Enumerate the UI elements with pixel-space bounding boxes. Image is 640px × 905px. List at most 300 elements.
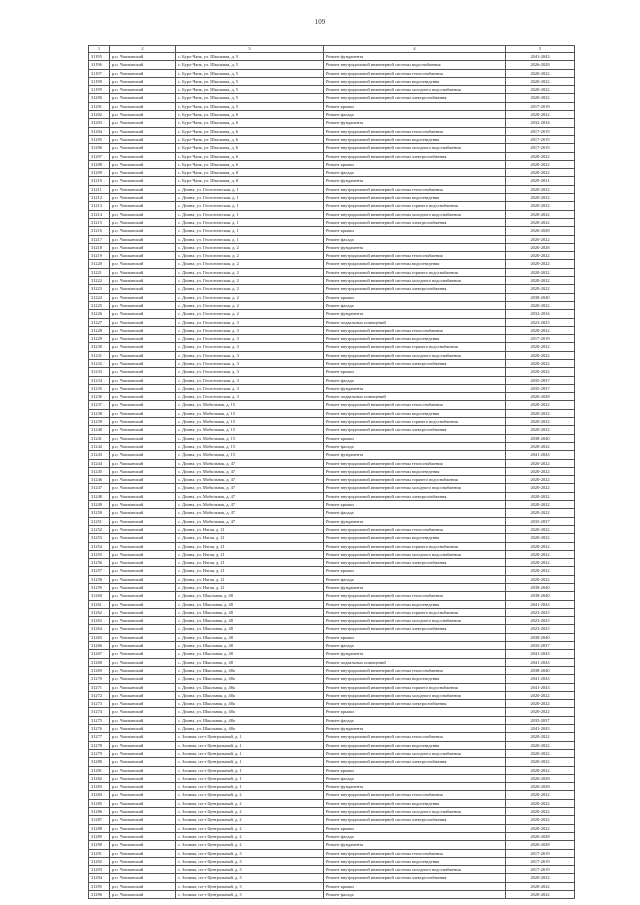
table-row bbox=[89, 492, 575, 500]
table-row bbox=[89, 866, 575, 874]
row-id: 31265 bbox=[89, 633, 110, 641]
row-id: 31254 bbox=[89, 542, 110, 550]
period-cell: 2026-2028 bbox=[506, 841, 575, 849]
period-cell: 2020-2022 bbox=[506, 401, 575, 409]
municipality-cell: р.п. Чаплынский bbox=[110, 293, 176, 301]
period-cell: 2020-2022 bbox=[506, 824, 575, 832]
row-id: 31202 bbox=[89, 111, 110, 119]
table-row bbox=[89, 218, 575, 226]
row-id: 31242 bbox=[89, 442, 110, 450]
work-type-cell: Ремонт фундамента bbox=[324, 53, 506, 61]
column-number: 3 bbox=[176, 46, 324, 53]
work-type-cell: Ремонт внутридомовой инженерной системы теплоснабжения bbox=[324, 185, 506, 193]
table-row bbox=[89, 658, 575, 666]
work-type-cell: Ремонт внутридомовой инженерной системы холодного водоснабжения bbox=[324, 86, 506, 94]
municipality-cell: р.п. Чаплынский bbox=[110, 459, 176, 467]
work-type-cell: Ремонт фасада bbox=[324, 575, 506, 583]
work-type-cell: Ремонт фасада bbox=[324, 642, 506, 650]
address-cell: с. Домна, ул. Нагая, д. 21 bbox=[176, 567, 324, 575]
period-cell: 2020-2022 bbox=[506, 111, 575, 119]
address-cell: с. Домна, ул. Школьная, д. 48 bbox=[176, 658, 324, 666]
period-cell: 2020-2022 bbox=[506, 459, 575, 467]
row-id: 31232 bbox=[89, 359, 110, 367]
address-cell: с. Зоомма, пл-т Центральный, д. 3 bbox=[176, 874, 324, 882]
row-id: 31250 bbox=[89, 509, 110, 517]
address-cell: с. Зоомма, пл-т Центральный, д. 3 bbox=[176, 890, 324, 898]
address-cell: с. Домна, ул. Геологическая, д. 2 bbox=[176, 268, 324, 276]
municipality-cell: р.п. Чаплынский bbox=[110, 277, 176, 285]
municipality-cell: р.п. Чаплынский bbox=[110, 243, 176, 251]
period-cell: 2020-2022 bbox=[506, 368, 575, 376]
municipality-cell: р.п. Чаплынский bbox=[110, 808, 176, 816]
period-cell: 2023-2025 bbox=[506, 318, 575, 326]
address-cell: с. Домна, ул. Геологическая, д. 1 bbox=[176, 194, 324, 202]
table-row bbox=[89, 69, 575, 77]
work-type-cell: Ремонт фасада bbox=[324, 442, 506, 450]
row-id: 31195 bbox=[89, 53, 110, 61]
table-row bbox=[89, 293, 575, 301]
period-cell: 2020-2022 bbox=[506, 567, 575, 575]
table-row bbox=[89, 584, 575, 592]
address-cell: с. Бурл-Чань, ул. Школьная, д. 5 bbox=[176, 86, 324, 94]
table-row bbox=[89, 849, 575, 857]
row-id: 31296 bbox=[89, 890, 110, 898]
row-id: 31272 bbox=[89, 691, 110, 699]
period-cell: 2020-2022 bbox=[506, 525, 575, 533]
period-cell: 2020-2022 bbox=[506, 426, 575, 434]
work-type-cell: Ремонт внутридомовой инженерной системы холодного водоснабжения bbox=[324, 210, 506, 218]
table-row bbox=[89, 559, 575, 567]
work-type-cell: Ремонт крыши bbox=[324, 708, 506, 716]
table-row bbox=[89, 791, 575, 799]
address-cell: с. Домна, ул. Мобильная, д. 15 bbox=[176, 442, 324, 450]
period-cell: 2020-2022 bbox=[506, 277, 575, 285]
row-id: 31256 bbox=[89, 559, 110, 567]
period-cell: 2020-2022 bbox=[506, 467, 575, 475]
municipality-cell: р.п. Чаплынский bbox=[110, 86, 176, 94]
address-cell: с. Домна, ул. Геологическая, д. 1 bbox=[176, 185, 324, 193]
table-row bbox=[89, 766, 575, 774]
municipality-cell: р.п. Чаплынский bbox=[110, 135, 176, 143]
address-cell: с. Домна, ул. Нагая, д. 21 bbox=[176, 559, 324, 567]
address-cell: с. Домна, ул. Школьная, д. 48а bbox=[176, 708, 324, 716]
period-cell: 2017-2019 bbox=[506, 127, 575, 135]
table-row bbox=[89, 882, 575, 890]
municipality-cell: р.п. Чаплынский bbox=[110, 542, 176, 550]
table-row bbox=[89, 467, 575, 475]
work-type-cell: Ремонт внутридомовой инженерной системы холодного водоснабжения bbox=[324, 749, 506, 757]
address-cell: с. Домна, ул. Школьная, д. 48 bbox=[176, 600, 324, 608]
table-row bbox=[89, 600, 575, 608]
table-row bbox=[89, 857, 575, 865]
table-row bbox=[89, 202, 575, 210]
table-row bbox=[89, 210, 575, 218]
table-row bbox=[89, 841, 575, 849]
municipality-cell: р.п. Чаплынский bbox=[110, 335, 176, 343]
table-row bbox=[89, 194, 575, 202]
period-cell: 2020-2022 bbox=[506, 202, 575, 210]
table-row bbox=[89, 94, 575, 102]
address-cell: с. Домна, ул. Школьная, д. 48 bbox=[176, 625, 324, 633]
address-cell: с. Зоомма, пл-т Центральный, д. 3 bbox=[176, 882, 324, 890]
work-type-cell: Ремонт внутридомовой инженерной системы холодного водоснабжения bbox=[324, 351, 506, 359]
table-row bbox=[89, 733, 575, 741]
row-id: 31264 bbox=[89, 625, 110, 633]
address-cell: с. Домна, ул. Геологическая, д. 2 bbox=[176, 252, 324, 260]
table-row bbox=[89, 111, 575, 119]
row-id: 31196 bbox=[89, 61, 110, 69]
municipality-cell: р.п. Чаплынский bbox=[110, 194, 176, 202]
municipality-cell: р.п. Чаплынский bbox=[110, 592, 176, 600]
work-type-cell: Ремонт внутридомовой инженерной системы холодного водоснабжения bbox=[324, 866, 506, 874]
work-type-cell: Ремонт внутридомовой инженерной системы водоотведения bbox=[324, 194, 506, 202]
table-row bbox=[89, 608, 575, 616]
period-cell: 2020-2022 bbox=[506, 185, 575, 193]
period-cell: 2020-2022 bbox=[506, 94, 575, 102]
municipality-cell: р.п. Чаплынский bbox=[110, 749, 176, 757]
municipality-cell: р.п. Чаплынский bbox=[110, 69, 176, 77]
municipality-cell: р.п. Чаплынский bbox=[110, 625, 176, 633]
table-row bbox=[89, 816, 575, 824]
row-id: 31245 bbox=[89, 467, 110, 475]
row-id: 31262 bbox=[89, 608, 110, 616]
address-cell: с. Домна, ул. Геологическая, д. 3 bbox=[176, 351, 324, 359]
table-row bbox=[89, 169, 575, 177]
work-type-cell: Ремонт крыши bbox=[324, 501, 506, 509]
table-row bbox=[89, 774, 575, 782]
address-cell: с. Бурл-Чань, ул. Школьная, д. 5 bbox=[176, 69, 324, 77]
municipality-cell: р.п. Чаплынский bbox=[110, 666, 176, 674]
municipality-cell: р.п. Чаплынский bbox=[110, 774, 176, 782]
row-id: 31249 bbox=[89, 501, 110, 509]
address-cell: с. Зоомма, пл-т Центральный, д. 3 bbox=[176, 866, 324, 874]
row-id: 31291 bbox=[89, 849, 110, 857]
address-cell: с. Бурл-Чань, ул. Школьная, д. 8 bbox=[176, 169, 324, 177]
address-cell: с. Бурл-Чань, ул. Школьная, д. 6 bbox=[176, 119, 324, 127]
address-cell: с. Домна, ул. Геологическая, д. 1 bbox=[176, 210, 324, 218]
period-cell: 2020-2022 bbox=[506, 550, 575, 558]
work-type-cell: Ремонт внутридомовой инженерной системы холодного водоснабжения bbox=[324, 691, 506, 699]
row-id: 31270 bbox=[89, 675, 110, 683]
address-cell: с. Домна, ул. Нагая, д. 21 bbox=[176, 550, 324, 558]
address-cell: с. Домна, ул. Геологическая, д. 2 bbox=[176, 243, 324, 251]
period-cell: 2020-2022 bbox=[506, 741, 575, 749]
municipality-cell: р.п. Чаплынский bbox=[110, 310, 176, 318]
period-cell: 2020-2022 bbox=[506, 86, 575, 94]
address-cell: с. Зоомма, пл-т Центральный, д. 2 bbox=[176, 832, 324, 840]
work-type-cell: Ремонт внутридомовой инженерной системы горячего водоснабжения bbox=[324, 268, 506, 276]
address-cell: с. Бурл-Чань, ул. Школьная, д. 5 bbox=[176, 102, 324, 110]
row-id: 31284 bbox=[89, 791, 110, 799]
table-row bbox=[89, 476, 575, 484]
work-type-cell: Ремонт фасада bbox=[324, 509, 506, 517]
period-cell: 2035-2037 bbox=[506, 376, 575, 384]
row-id: 31211 bbox=[89, 185, 110, 193]
work-type-cell: Ремонт внутридомовой инженерной системы электроснабжения bbox=[324, 426, 506, 434]
period-cell: 2023-2025 bbox=[506, 625, 575, 633]
municipality-cell: р.п. Чаплынский bbox=[110, 235, 176, 243]
municipality-cell: р.п. Чаплынский bbox=[110, 874, 176, 882]
address-cell: с. Домна, ул. Геологическая, д. 3 bbox=[176, 393, 324, 401]
table-row bbox=[89, 318, 575, 326]
work-type-cell: Ремонт подвальных помещений bbox=[324, 658, 506, 666]
work-type-cell: Ремонт подвальных помещений bbox=[324, 318, 506, 326]
period-cell: 2020-2022 bbox=[506, 442, 575, 450]
address-cell: с. Зоомма, пл-т Центральный, д. 2 bbox=[176, 799, 324, 807]
table-row bbox=[89, 625, 575, 633]
work-type-cell: Ремонт внутридомовой инженерной системы горячего водоснабжения bbox=[324, 418, 506, 426]
work-type-cell: Ремонт внутридомовой инженерной системы теплоснабжения bbox=[324, 459, 506, 467]
period-cell: 2020-2022 bbox=[506, 799, 575, 807]
municipality-cell: р.п. Чаплынский bbox=[110, 525, 176, 533]
address-cell: с. Домна, ул. Мобильная, д. 15 bbox=[176, 418, 324, 426]
row-id: 31275 bbox=[89, 716, 110, 724]
address-cell: с. Зоомма, пл-т Центральный, д. 2 bbox=[176, 824, 324, 832]
period-cell: 2020-2022 bbox=[506, 218, 575, 226]
address-cell: с. Домна, ул. Геологическая, д. 2 bbox=[176, 277, 324, 285]
table-row bbox=[89, 418, 575, 426]
address-cell: с. Домна, ул. Геологическая, д. 3 bbox=[176, 326, 324, 334]
row-id: 31238 bbox=[89, 409, 110, 417]
municipality-cell: р.п. Чаплынский bbox=[110, 144, 176, 152]
work-type-cell: Ремонт внутридомовой инженерной системы водоотведения bbox=[324, 799, 506, 807]
table-row bbox=[89, 185, 575, 193]
municipality-cell: р.п. Чаплынский bbox=[110, 418, 176, 426]
row-id: 31234 bbox=[89, 376, 110, 384]
work-type-cell: Ремонт внутридомовой инженерной системы водоотведения bbox=[324, 135, 506, 143]
address-cell: с. Зоомма, пл-т Центральный, д. 1 bbox=[176, 758, 324, 766]
period-cell: 2020-2022 bbox=[506, 301, 575, 309]
municipality-cell: р.п. Чаплынский bbox=[110, 61, 176, 69]
table-row bbox=[89, 550, 575, 558]
municipality-cell: р.п. Чаплынский bbox=[110, 534, 176, 542]
table-row bbox=[89, 708, 575, 716]
work-type-cell: Ремонт внутридомовой инженерной системы холодного водоснабжения bbox=[324, 484, 506, 492]
row-id: 31213 bbox=[89, 202, 110, 210]
municipality-cell: р.п. Чаплынский bbox=[110, 160, 176, 168]
table-row bbox=[89, 725, 575, 733]
row-id: 31281 bbox=[89, 766, 110, 774]
table-row bbox=[89, 393, 575, 401]
table-row bbox=[89, 434, 575, 442]
table-row bbox=[89, 335, 575, 343]
table-row bbox=[89, 675, 575, 683]
municipality-cell: р.п. Чаплынский bbox=[110, 791, 176, 799]
row-id: 31206 bbox=[89, 144, 110, 152]
address-cell: с. Домна, ул. Нагая, д. 21 bbox=[176, 575, 324, 583]
work-type-cell: Ремонт фасада bbox=[324, 111, 506, 119]
table-row bbox=[89, 525, 575, 533]
row-id: 31210 bbox=[89, 177, 110, 185]
work-type-cell: Ремонт внутридомовой инженерной системы теплоснабжения bbox=[324, 592, 506, 600]
period-cell: 2020-2022 bbox=[506, 808, 575, 816]
period-cell: 2020-2022 bbox=[506, 708, 575, 716]
municipality-cell: р.п. Чаплынский bbox=[110, 102, 176, 110]
municipality-cell: р.п. Чаплынский bbox=[110, 318, 176, 326]
row-id: 31219 bbox=[89, 252, 110, 260]
period-cell: 2029-2031 bbox=[506, 177, 575, 185]
address-cell: с. Домна, ул. Школьная, д. 48 bbox=[176, 617, 324, 625]
column-number: 1 bbox=[89, 46, 110, 53]
period-cell: 2020-2022 bbox=[506, 509, 575, 517]
period-cell: 2023-2025 bbox=[506, 617, 575, 625]
period-cell: 2038-2040 bbox=[506, 592, 575, 600]
row-id: 31207 bbox=[89, 152, 110, 160]
municipality-cell: р.п. Чаплынский bbox=[110, 675, 176, 683]
row-id: 31205 bbox=[89, 135, 110, 143]
address-cell: с. Бурл-Чань, ул. Школьная, д. 6 bbox=[176, 135, 324, 143]
table-row bbox=[89, 542, 575, 550]
row-id: 31283 bbox=[89, 783, 110, 791]
row-id: 31244 bbox=[89, 459, 110, 467]
row-id: 31271 bbox=[89, 683, 110, 691]
work-type-cell: Ремонт внутридомовой инженерной системы водоотведения bbox=[324, 675, 506, 683]
address-cell: с. Домна, ул. Мобильная, д. 47 bbox=[176, 476, 324, 484]
address-cell: с. Домна, ул. Мобильная, д. 15 bbox=[176, 426, 324, 434]
row-id: 31228 bbox=[89, 326, 110, 334]
row-id: 31220 bbox=[89, 260, 110, 268]
work-type-cell: Ремонт внутридомовой инженерной системы водоснабжения bbox=[324, 61, 506, 69]
work-type-cell: Ремонт внутридомовой инженерной системы электроснабжения bbox=[324, 874, 506, 882]
row-id: 31287 bbox=[89, 816, 110, 824]
period-cell: 2020-2022 bbox=[506, 260, 575, 268]
work-type-cell: Ремонт фундамента bbox=[324, 584, 506, 592]
work-type-cell: Ремонт внутридомовой инженерной системы водоотведения bbox=[324, 409, 506, 417]
period-cell: 2041-2043 bbox=[506, 658, 575, 666]
row-id: 31292 bbox=[89, 857, 110, 865]
row-id: 31231 bbox=[89, 351, 110, 359]
period-cell: 2020-2022 bbox=[506, 816, 575, 824]
municipality-cell: р.п. Чаплынский bbox=[110, 799, 176, 807]
row-id: 31227 bbox=[89, 318, 110, 326]
row-id: 31258 bbox=[89, 575, 110, 583]
address-cell: с. Домна, ул. Геологическая, д. 3 bbox=[176, 359, 324, 367]
row-id: 31201 bbox=[89, 102, 110, 110]
row-id: 31251 bbox=[89, 517, 110, 525]
address-cell: с. Домна, ул. Геологическая, д. 3 bbox=[176, 368, 324, 376]
address-cell: с. Домна, ул. Геологическая, д. 1 bbox=[176, 235, 324, 243]
row-id: 31277 bbox=[89, 733, 110, 741]
address-cell: с. Домна, ул. Геологическая, д. 1 bbox=[176, 227, 324, 235]
row-id: 31218 bbox=[89, 243, 110, 251]
work-type-cell: Ремонт крыши bbox=[324, 882, 506, 890]
work-type-cell: Ремонт фундамента bbox=[324, 310, 506, 318]
period-cell: 2020-2022 bbox=[506, 418, 575, 426]
work-type-cell: Ремонт внутридомовой инженерной системы теплоснабжения bbox=[324, 849, 506, 857]
municipality-cell: р.п. Чаплынский bbox=[110, 832, 176, 840]
period-cell: 2017-2019 bbox=[506, 849, 575, 857]
table-row bbox=[89, 409, 575, 417]
work-type-cell: Ремонт внутридомовой инженерной системы электроснабжения bbox=[324, 758, 506, 766]
period-cell: 2020-2022 bbox=[506, 575, 575, 583]
municipality-cell: р.п. Чаплынский bbox=[110, 119, 176, 127]
row-id: 31199 bbox=[89, 86, 110, 94]
work-type-cell: Ремонт внутридомовой инженерной системы водоотведения bbox=[324, 600, 506, 608]
period-cell: 2020-2022 bbox=[506, 758, 575, 766]
table-row bbox=[89, 235, 575, 243]
address-cell: с. Зоомма, пл-т Центральный, д. 1 bbox=[176, 783, 324, 791]
work-type-cell: Ремонт внутридомовой инженерной системы горячего водоснабжения bbox=[324, 343, 506, 351]
address-cell: с. Домна, ул. Мобильная, д. 47 bbox=[176, 492, 324, 500]
period-cell: 2041-2043 bbox=[506, 683, 575, 691]
address-cell: с. Зоомма, пл-т Центральный, д. 2 bbox=[176, 841, 324, 849]
row-id: 31282 bbox=[89, 774, 110, 782]
municipality-cell: р.п. Чаплынский bbox=[110, 849, 176, 857]
table-row bbox=[89, 666, 575, 674]
row-id: 31274 bbox=[89, 708, 110, 716]
municipality-cell: р.п. Чаплынский bbox=[110, 700, 176, 708]
work-type-cell: Ремонт внутридомовой инженерной системы холодного водоснабжения bbox=[324, 550, 506, 558]
row-id: 31290 bbox=[89, 841, 110, 849]
period-cell: 2026-2028 bbox=[506, 243, 575, 251]
row-id: 31203 bbox=[89, 119, 110, 127]
row-id: 31278 bbox=[89, 741, 110, 749]
row-id: 31200 bbox=[89, 94, 110, 102]
work-type-cell: Ремонт крыши bbox=[324, 368, 506, 376]
work-type-cell: Ремонт фундамента bbox=[324, 384, 506, 392]
row-id: 31208 bbox=[89, 160, 110, 168]
municipality-cell: р.п. Чаплынский bbox=[110, 227, 176, 235]
row-id: 31221 bbox=[89, 268, 110, 276]
work-type-cell: Ремонт внутридомовой инженерной системы водоотведения bbox=[324, 741, 506, 749]
row-id: 31239 bbox=[89, 418, 110, 426]
address-cell: с. Домна, ул. Школьная, д. 48 bbox=[176, 592, 324, 600]
period-cell: 2020-2022 bbox=[506, 326, 575, 334]
table-row bbox=[89, 86, 575, 94]
table-row bbox=[89, 650, 575, 658]
address-cell: с. Зоомма, пл-т Центральный, д. 1 bbox=[176, 741, 324, 749]
table-row bbox=[89, 484, 575, 492]
period-cell: 2023-2025 bbox=[506, 608, 575, 616]
work-type-cell: Ремонт фундамента bbox=[324, 451, 506, 459]
table-row bbox=[89, 359, 575, 367]
period-cell: 2020-2022 bbox=[506, 890, 575, 898]
municipality-cell: р.п. Чаплынский bbox=[110, 210, 176, 218]
period-cell: 2035-2037 bbox=[506, 517, 575, 525]
row-id: 31248 bbox=[89, 492, 110, 500]
table-row bbox=[89, 102, 575, 110]
row-id: 31288 bbox=[89, 824, 110, 832]
row-id: 31214 bbox=[89, 210, 110, 218]
address-cell: с. Домна, ул. Школьная, д. 48 bbox=[176, 650, 324, 658]
table-row bbox=[89, 451, 575, 459]
work-type-cell: Ремонт внутридомовой инженерной системы холодного водоснабжения bbox=[324, 617, 506, 625]
municipality-cell: р.п. Чаплынский bbox=[110, 708, 176, 716]
work-type-cell: Ремонт внутридомовой инженерной системы теплоснабжения bbox=[324, 401, 506, 409]
table-row bbox=[89, 633, 575, 641]
address-cell: с. Бурл-Чань, ул. Школьная, д. 8 bbox=[176, 177, 324, 185]
address-cell: с. Зоомма, пл-т Центральный, д. 3 bbox=[176, 849, 324, 857]
municipality-cell: р.п. Чаплынский bbox=[110, 94, 176, 102]
address-cell: с. Зоомма, пл-т Центральный, д. 1 bbox=[176, 749, 324, 757]
table-row bbox=[89, 459, 575, 467]
table-row bbox=[89, 301, 575, 309]
period-cell: 2026-2028 bbox=[506, 61, 575, 69]
table-row bbox=[89, 799, 575, 807]
row-id: 31267 bbox=[89, 650, 110, 658]
municipality-cell: р.п. Чаплынский bbox=[110, 111, 176, 119]
work-type-cell: Ремонт внутридомовой инженерной системы теплоснабжения bbox=[324, 525, 506, 533]
municipality-cell: р.п. Чаплынский bbox=[110, 343, 176, 351]
table-row bbox=[89, 384, 575, 392]
work-type-cell: Ремонт фундамента bbox=[324, 517, 506, 525]
table-row bbox=[89, 642, 575, 650]
address-cell: с. Домна, ул. Школьная, д. 48а bbox=[176, 716, 324, 724]
table-row bbox=[89, 741, 575, 749]
table-row bbox=[89, 135, 575, 143]
address-cell: с. Бурл-Чань, ул. Школьная, д. 6 bbox=[176, 144, 324, 152]
period-cell: 2020-2022 bbox=[506, 169, 575, 177]
